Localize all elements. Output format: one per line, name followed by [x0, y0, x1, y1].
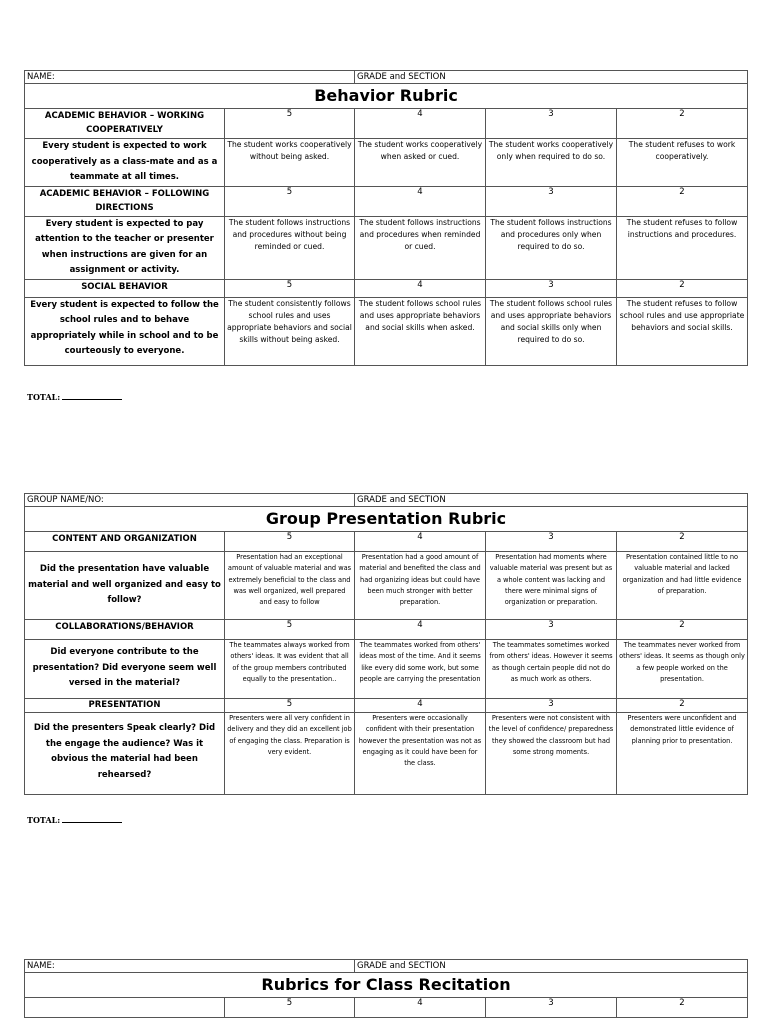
rubric-title: Group Presentation Rubric — [25, 507, 748, 532]
criterion-label: SOCIAL BEHAVIOR — [25, 279, 225, 297]
score-header: 3 — [486, 532, 617, 552]
score-header: 5 — [225, 279, 355, 297]
descriptor-cell: The student works cooperatively when asked or cued. — [355, 139, 486, 187]
grade-section-label: GRADE and SECTION — [355, 960, 748, 973]
score-header: 2 — [617, 186, 748, 216]
score-header: 2 — [617, 109, 748, 139]
descriptor-cell: The student follows school rules and uses appropriate behaviors and social skills when asked. — [355, 297, 486, 365]
descriptor-cell: The student follows instructions and procedures without being reminded or cued. — [225, 216, 355, 279]
score-header: 4 — [355, 186, 486, 216]
score-header: 3 — [486, 998, 617, 1018]
score-header: 5 — [225, 620, 355, 640]
descriptor-cell: Presenters were occasionally confident with their presentation however the presentation was not as engaging as it could have been for the class. — [355, 713, 486, 795]
score-header: 5 — [225, 699, 355, 713]
score-header: 4 — [355, 998, 486, 1018]
grade-section-label: GRADE and SECTION — [355, 494, 748, 507]
score-header: 2 — [617, 998, 748, 1018]
descriptor-cell: The student works cooperatively without being asked. — [225, 139, 355, 187]
score-header: 3 — [486, 699, 617, 713]
score-header: 3 — [486, 109, 617, 139]
total-blank-line[interactable] — [62, 814, 122, 823]
score-header: 4 — [355, 699, 486, 713]
criterion-label: ACADEMIC BEHAVIOR – WORKING COOPERATIVELY — [25, 109, 225, 139]
descriptor-cell: Presentation had an exceptional amount of valuable material and was extremely beneficial to the class and was well organized, well prepared and easy to follow — [225, 552, 355, 620]
criterion-label: COLLABORATIONS/BEHAVIOR — [25, 620, 225, 640]
criterion-question: Did everyone contribute to the presentation? Did everyone seem well versed in the material? — [25, 640, 225, 699]
score-header: 5 — [225, 998, 355, 1018]
total-label: TOTAL: — [27, 392, 61, 402]
behavior-rubric-table — [24, 70, 748, 366]
score-header: 2 — [617, 279, 748, 297]
group-name-label: GROUP NAME/NO: — [25, 494, 355, 507]
rubric-title: Rubrics for Class Recitation — [25, 973, 748, 998]
class-recitation-rubric-table — [24, 959, 748, 1018]
score-header: 2 — [617, 620, 748, 640]
group-presentation-rubric-table — [24, 493, 748, 795]
descriptor-cell: The student follows instructions and procedures only when required to do so. — [486, 216, 617, 279]
descriptor-cell: The student refuses to follow school rules and use appropriate behaviors and social skills. — [617, 297, 748, 365]
total-label: TOTAL: — [27, 815, 61, 825]
criterion-label: CONTENT AND ORGANIZATION — [25, 532, 225, 552]
descriptor-cell: The teammates never worked from others' ideas. It seems as though only a few people worked on the presentation. — [617, 640, 748, 699]
descriptor-cell: The student works cooperatively only when required to do so. — [486, 139, 617, 187]
name-label: NAME: — [25, 960, 355, 973]
descriptor-cell: The student follows instructions and procedures when reminded or cued. — [355, 216, 486, 279]
descriptor-cell: Presentation had moments where valuable material was present but as a whole content was lacking and there were minimal signs of organization or preparation. — [486, 552, 617, 620]
total-blank-line[interactable] — [62, 391, 122, 400]
criterion-label — [25, 998, 225, 1018]
total-field — [27, 814, 122, 825]
score-header: 4 — [355, 620, 486, 640]
descriptor-cell: The student refuses to follow instructions and procedures. — [617, 216, 748, 279]
criterion-question: Every student is expected to work cooperatively as a class-mate and as a teammate at all times. — [25, 139, 225, 187]
score-header: 2 — [617, 532, 748, 552]
descriptor-cell: The student refuses to work cooperatively. — [617, 139, 748, 187]
criterion-label: PRESENTATION — [25, 699, 225, 713]
criterion-question: Every student is expected to follow the school rules and to behave appropriately while in school and to be courteously to everyone. — [25, 297, 225, 365]
score-header: 5 — [225, 109, 355, 139]
name-label: NAME: — [25, 71, 355, 84]
criterion-question: Did the presenters Speak clearly? Did the engage the audience? Was it obvious the material had been rehearsed? — [25, 713, 225, 795]
criterion-label: ACADEMIC BEHAVIOR – FOLLOWING DIRECTIONS — [25, 186, 225, 216]
descriptor-cell: The teammates sometimes worked from others' ideas. However it seems as though certain people did not do as much work as others. — [486, 640, 617, 699]
score-header: 3 — [486, 620, 617, 640]
score-header: 3 — [486, 279, 617, 297]
score-header: 3 — [486, 186, 617, 216]
descriptor-cell: Presenters were all very confident in delivery and they did an excellent job of engaging the class. Preparation is very evident. — [225, 713, 355, 795]
criterion-question: Did the presentation have valuable material and well organized and easy to follow? — [25, 552, 225, 620]
grade-section-label: GRADE and SECTION — [355, 71, 748, 84]
descriptor-cell: Presentation contained little to no valuable material and lacked organization and had little evidence of preparation. — [617, 552, 748, 620]
score-header: 5 — [225, 532, 355, 552]
criterion-question: Every student is expected to pay attention to the teacher or presenter when instructions are given for an assignment or activity. — [25, 216, 225, 279]
rubric-title: Behavior Rubric — [25, 84, 748, 109]
score-header: 4 — [355, 109, 486, 139]
descriptor-cell: Presenters were not consistent with the level of confidence/ preparedness they showed the classroom but had some strong moments. — [486, 713, 617, 795]
descriptor-cell: Presentation had a good amount of material and benefited the class and had organizing ideas but could have been much stronger with better preparation. — [355, 552, 486, 620]
descriptor-cell: The student follows school rules and uses appropriate behaviors and social skills only when required to do so. — [486, 297, 617, 365]
score-header: 2 — [617, 699, 748, 713]
descriptor-cell: The student consistently follows school rules and uses appropriate behaviors and social skills without being asked. — [225, 297, 355, 365]
descriptor-cell: The teammates always worked from others' ideas. It was evident that all of the group members contributed equally to the presentation.. — [225, 640, 355, 699]
score-header: 4 — [355, 279, 486, 297]
score-header: 5 — [225, 186, 355, 216]
descriptor-cell: The teammates worked from others' ideas most of the time. And it seems like every did some work, but some people are carrying the presentation — [355, 640, 486, 699]
descriptor-cell: Presenters were unconfident and demonstrated little evidence of planning prior to presentation. — [617, 713, 748, 795]
score-header: 4 — [355, 532, 486, 552]
total-field — [27, 391, 122, 402]
